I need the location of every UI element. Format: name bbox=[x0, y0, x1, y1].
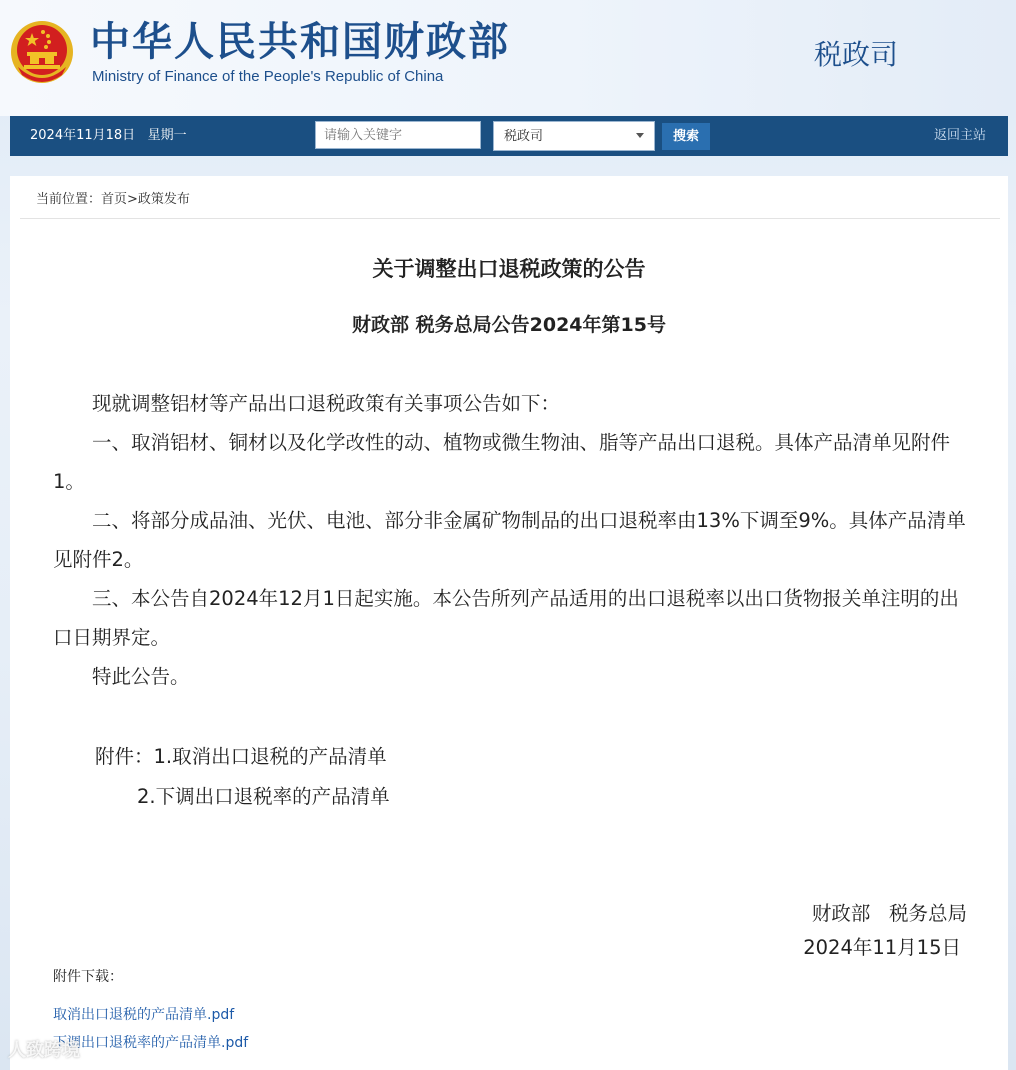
return-home-link[interactable]: 返回主站 bbox=[934, 128, 987, 143]
attachment-line-1: 附件：1.取消出口退税的产品清单 bbox=[95, 745, 387, 768]
article-title: 关于调整出口退税政策的公告 bbox=[372, 257, 646, 281]
site-header bbox=[0, 0, 1016, 116]
top-nav-bar bbox=[10, 116, 1008, 156]
download-link-1[interactable]: 取消出口退税的产品清单.pdf bbox=[53, 1007, 235, 1023]
watermark: 人致跨境 bbox=[8, 1040, 80, 1061]
search-button[interactable]: 搜索 bbox=[662, 123, 710, 150]
site-title-en[interactable]: Ministry of Finance of the People's Republic of China bbox=[92, 68, 444, 85]
content-panel bbox=[10, 176, 1008, 1070]
article-body bbox=[53, 384, 969, 696]
paragraph-intro: 现就调整铝材等产品出口退税政策有关事项公告如下： bbox=[92, 392, 561, 415]
search-scope-select[interactable] bbox=[493, 121, 655, 151]
sign-date: 2024年11月15日 bbox=[803, 936, 961, 959]
dropdown-arrow-icon bbox=[636, 133, 644, 138]
signer: 财政部 税务总局 bbox=[811, 902, 967, 925]
paragraph-item-1: 一、取消铝材、铜材以及化学改性的动、植物或微生物油、脂等产品出口退税。具体产品清单见附件1。 bbox=[53, 431, 951, 493]
breadcrumb-divider bbox=[20, 218, 1000, 219]
paragraph-closing: 特此公告。 bbox=[92, 665, 190, 688]
download-link-2[interactable]: 下调出口退税率的产品清单.pdf bbox=[53, 1035, 249, 1051]
attachment-line-2: 2.下调出口退税率的产品清单 bbox=[137, 785, 390, 808]
search-input[interactable] bbox=[315, 121, 481, 149]
current-date: 2024年11月18日 星期一 bbox=[30, 128, 187, 143]
breadcrumb[interactable]: 当前位置：首页>政策发布 bbox=[36, 192, 190, 207]
paragraph-item-3: 三、本公告自2024年12月1日起实施。本公告所列产品适用的出口退税率以出口货物报关单注明的出口日期界定。 bbox=[53, 587, 959, 649]
department-name: 税政司 bbox=[814, 38, 899, 71]
article-subtitle: 财政部 税务总局公告2024年第15号 bbox=[352, 314, 666, 336]
national-emblem-icon bbox=[10, 19, 74, 85]
site-title-cn[interactable]: 中华人民共和国财政部 bbox=[90, 19, 510, 65]
search-scope-value: 税政司 bbox=[504, 129, 544, 144]
paragraph-item-2: 二、将部分成品油、光伏、电池、部分非金属矿物制品的出口退税率由13%下调至9%。具体产品清单见附件2。 bbox=[53, 509, 966, 571]
downloads-label: 附件下载： bbox=[53, 969, 123, 985]
